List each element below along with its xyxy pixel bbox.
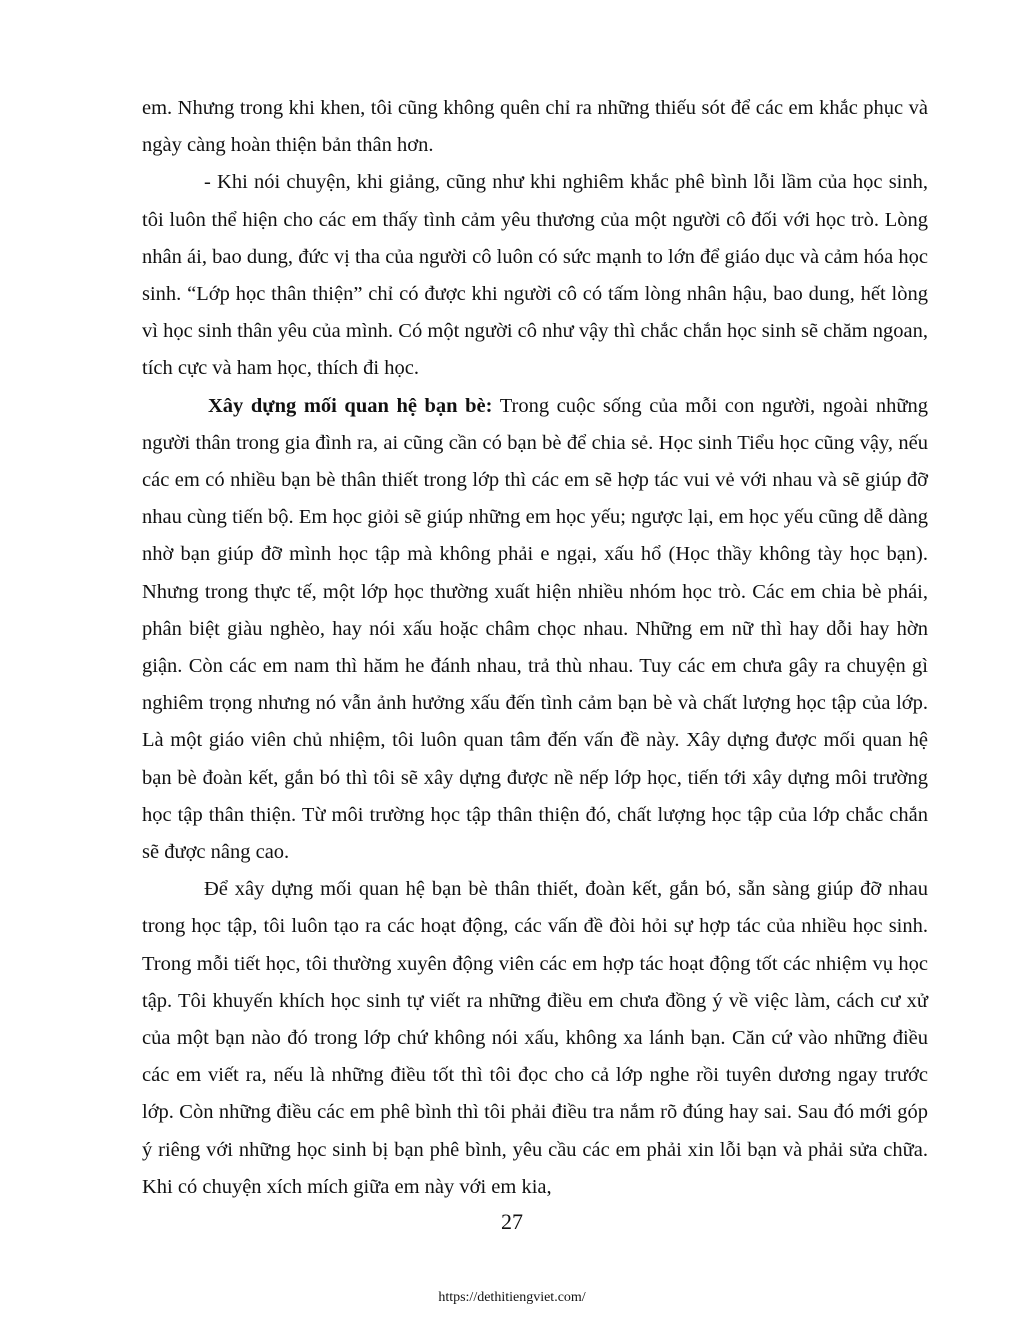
document-body (142, 90, 928, 1206)
paragraph-friendship-body: Trong cuộc sống của mỗi con người, ngoài những người thân trong gia đình ra, ai cũng cần có bạn bè để chia sẻ. Học sinh Tiểu học cũng vậy, nếu các em có nhiều bạn bè thân thiết trong lớp thì các em sẽ hợp tác vui vẻ với nhau và sẽ giúp đỡ nhau cùng tiến bộ. Em học giỏi sẽ giúp những em học yếu; ngược lại, em học yếu cũng dễ dàng nhờ bạn giúp đỡ mình học tập mà không phải e ngại, xấu hổ (Học thầy không tày học bạn). Nhưng trong thực tế, một lớp học thường xuất hiện nhiều nhóm học trò. Các em chia bè phái, phân biệt giàu nghèo, hay nói xấu hoặc châm chọc nhau. Những em nữ thì hay dỗi hay hờn giận. Còn các em nam thì hăm he đánh nhau, trả thù nhau. Tuy các em chưa gây ra chuyện gì nghiêm trọng nhưng nó vẫn ảnh hưởng xấu đến tình cảm bạn bè và chất lượng học tập của lớp. Là một giáo viên chủ nhiệm, tôi luôn quan tâm đến vấn đề này. Xây dựng được mối quan hệ bạn bè đoàn kết, gắn bó thì tôi sẽ xây dựng được nề nếp lớp học, tiến tới xây dựng môi trường học tập thân thiện. Từ môi trường học tập thân thiện đó, chất lượng học tập của lớp chắc chắn sẽ được nâng cao. (142, 394, 928, 864)
paragraph-friendship (142, 388, 928, 872)
paragraph-activities: Để xây dựng mối quan hệ bạn bè thân thiết, đoàn kết, gắn bó, sẵn sàng giúp đỡ nhau trong học tập, tôi luôn tạo ra các hoạt động, các vấn đề đòi hỏi sự hợp tác của nhiều học sinh. Trong mỗi tiết học, tôi thường xuyên động viên các em hợp tác hoạt động tốt các nhiệm vụ học tập. Tôi khuyến khích học sinh tự viết ra những điều em chưa đồng ý về việc làm, cách cư xử của một bạn nào đó trong lớp chứ không nói xấu, không xa lánh bạn. Căn cứ vào những điều các em viết ra, nếu là những điều tốt thì tôi đọc cho cả lớp nghe rồi tuyên dương ngay trước lớp. Còn những điều các em phê bình thì tôi phải điều tra nắm rõ đúng hay sai. Sau đó mới góp ý riêng với những học sinh bị bạn phê bình, yêu cầu các em phải xin lỗi bạn và phải sửa chữa. Khi có chuyện xích mích giữa em này với em kia, (142, 878, 928, 1198)
footer-url[interactable]: https://dethitiengviet.com/ (438, 1290, 586, 1305)
paragraph-continued: em. Nhưng trong khi khen, tôi cũng không quên chỉ ra những thiếu sót để các em khắc phục và ngày càng hoàn thiện bản thân hơn. (142, 97, 928, 157)
section-heading: Xây dựng mối quan hệ bạn bè: (208, 394, 493, 417)
page-number: 27 (501, 1209, 523, 1234)
paragraph-teacher-affection: - Khi nói chuyện, khi giảng, cũng như khi nghiêm khắc phê bình lỗi lầm của học sinh, tôi luôn thể hiện cho các em thấy tình cảm yêu thương của một người cô đối với học trò. Lòng nhân ái, bao dung, đức vị tha của người cô luôn có sức mạnh to lớn để giáo dục và cảm hóa học sinh. “Lớp học thân thiện” chỉ có được khi người cô có tấm lòng nhân hậu, bao dung, hết lòng vì học sinh thân yêu của mình. Có một người cô như vậy thì chắc chắn học sinh sẽ chăm ngoan, tích cực và ham học, thích đi học. (142, 171, 928, 380)
